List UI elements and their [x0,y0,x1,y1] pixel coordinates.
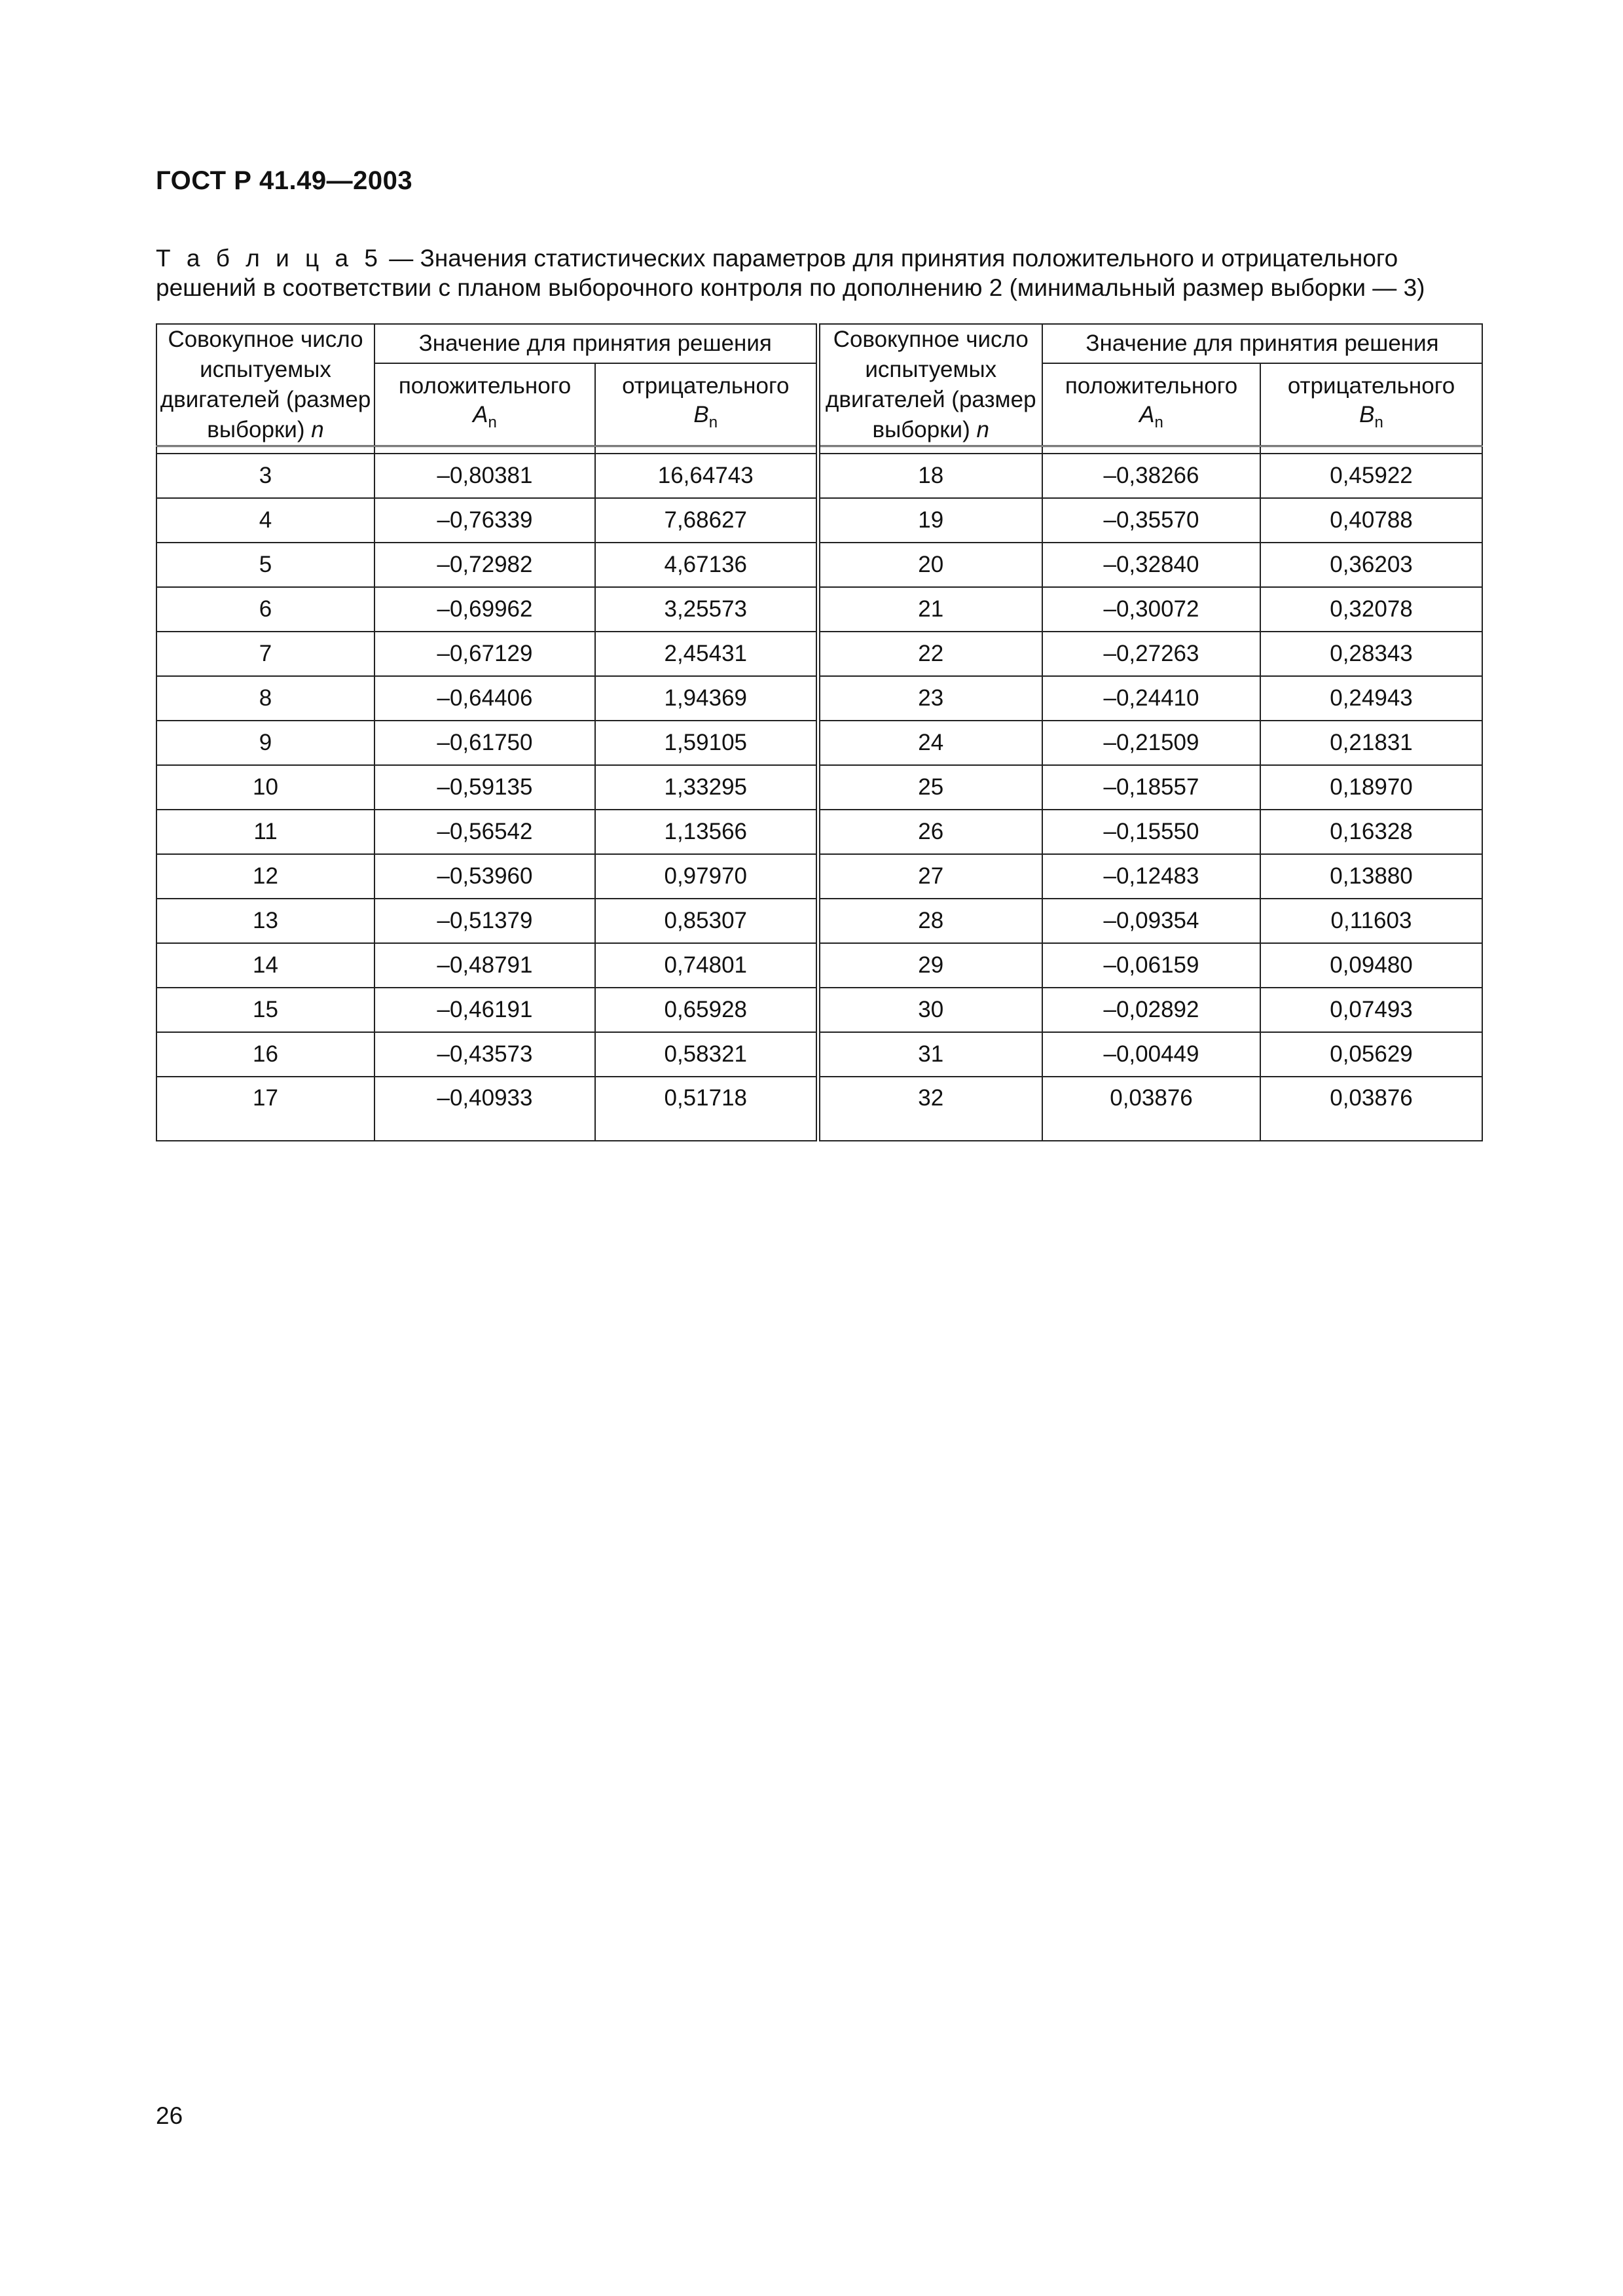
cell-sample-size: 5 [156,543,374,587]
cell-negative-value: 0,24943 [1260,676,1482,721]
cell-negative-value: 0,65928 [595,988,818,1032]
header-negative-right: отрицательного $B_n$ [1260,363,1482,446]
cell-negative-value: 0,45922 [1260,454,1482,498]
header-decision-group-left: Значение для принятия решения [374,324,818,363]
table-row [156,676,1482,721]
cell-sample-size: 26 [818,810,1042,854]
cell-negative-value: 0,07493 [1260,988,1482,1032]
cell-positive-value: –0,38266 [1042,454,1260,498]
cell-sample-size: 32 [818,1077,1042,1141]
cell-negative-value: 0,36203 [1260,543,1482,587]
cell-positive-value: –0,43573 [374,1032,595,1077]
header-negative-left: отрицательного $B_n$ [595,363,818,446]
cell-positive-value: –0,35570 [1042,498,1260,543]
cell-positive-value: –0,48791 [374,943,595,988]
cell-sample-size: 17 [156,1077,374,1141]
cell-positive-value: –0,53960 [374,854,595,899]
table-container [156,323,1482,1141]
table-row [156,943,1482,988]
cell-sample-size: 19 [818,498,1042,543]
cell-sample-size: 23 [818,676,1042,721]
cell-positive-value: –0,72982 [374,543,595,587]
table-row [156,899,1482,943]
statistics-table [156,323,1483,1141]
cell-negative-value: 1,13566 [595,810,818,854]
cell-negative-value: 0,51718 [595,1077,818,1141]
page-number: 26 [156,2102,183,2129]
header-decision-group-right: Значение для принятия решения [1042,324,1482,363]
cell-positive-value: –0,76339 [374,498,595,543]
table-row [156,498,1482,543]
cell-negative-value: 0,18970 [1260,765,1482,810]
cell-sample-size: 24 [818,721,1042,765]
cell-negative-value: 0,03876 [1260,1077,1482,1141]
cell-negative-value: 0,28343 [1260,632,1482,676]
cell-negative-value: 0,05629 [1260,1032,1482,1077]
cell-positive-value: –0,24410 [1042,676,1260,721]
cell-sample-size: 21 [818,587,1042,632]
cell-sample-size: 25 [818,765,1042,810]
cell-sample-size: 10 [156,765,374,810]
cell-sample-size: 9 [156,721,374,765]
table-caption-label: Т а б л и ц а 5 [156,245,382,272]
cell-positive-value: –0,09354 [1042,899,1260,943]
cell-sample-size: 8 [156,676,374,721]
cell-positive-value: –0,69962 [374,587,595,632]
cell-sample-size: 11 [156,810,374,854]
table-row [156,543,1482,587]
cell-sample-size: 15 [156,988,374,1032]
cell-positive-value: –0,59135 [374,765,595,810]
table-row [156,1077,1482,1141]
cell-positive-value: –0,02892 [1042,988,1260,1032]
cell-sample-size: 27 [818,854,1042,899]
cell-sample-size: 20 [818,543,1042,587]
table-row [156,587,1482,632]
cell-positive-value: –0,00449 [1042,1032,1260,1077]
cell-sample-size: 7 [156,632,374,676]
cell-negative-value: 0,97970 [595,854,818,899]
table-caption [156,243,1485,302]
cell-negative-value: 3,25573 [595,587,818,632]
cell-negative-value: 0,13880 [1260,854,1482,899]
cell-sample-size: 30 [818,988,1042,1032]
header-positive-right: положительного $A_n$ [1042,363,1260,446]
cell-positive-value: –0,67129 [374,632,595,676]
cell-sample-size: 3 [156,454,374,498]
table-row [156,854,1482,899]
cell-sample-size: 6 [156,587,374,632]
cell-positive-value: –0,46191 [374,988,595,1032]
cell-sample-size: 28 [818,899,1042,943]
table-caption-text: — Значения статистических параметров для принятия положительного и отрицательного решений в соответствии с планом выборочного контроля по дополнению 2 (минимальный размер выборки — 3) [156,245,1425,301]
cell-negative-value: 0,40788 [1260,498,1482,543]
cell-positive-value: –0,56542 [374,810,595,854]
table-row [156,1032,1482,1077]
cell-negative-value: 1,94369 [595,676,818,721]
cell-negative-value: 16,64743 [595,454,818,498]
table-row [156,988,1482,1032]
table-row [156,721,1482,765]
cell-negative-value: 4,67136 [595,543,818,587]
cell-positive-value: –0,80381 [374,454,595,498]
cell-positive-value: –0,61750 [374,721,595,765]
header-positive-left: положительного $A_n$ [374,363,595,446]
document-code: ГОСТ Р 41.49—2003 [156,166,413,195]
cell-negative-value: 0,74801 [595,943,818,988]
cell-sample-size: 14 [156,943,374,988]
cell-negative-value: 1,33295 [595,765,818,810]
header-sample-size-right: Совокупное число испытуемых двигателей (размер выборки) n [818,324,1042,446]
cell-negative-value: 1,59105 [595,721,818,765]
cell-sample-size: 22 [818,632,1042,676]
cell-negative-value: 0,09480 [1260,943,1482,988]
cell-positive-value: –0,32840 [1042,543,1260,587]
cell-negative-value: 0,21831 [1260,721,1482,765]
cell-sample-size: 18 [818,454,1042,498]
cell-positive-value: –0,27263 [1042,632,1260,676]
cell-positive-value: –0,18557 [1042,765,1260,810]
cell-negative-value: 0,85307 [595,899,818,943]
cell-sample-size: 13 [156,899,374,943]
cell-negative-value: 7,68627 [595,498,818,543]
cell-positive-value: –0,12483 [1042,854,1260,899]
cell-positive-value: 0,03876 [1042,1077,1260,1141]
cell-sample-size: 16 [156,1032,374,1077]
cell-sample-size: 12 [156,854,374,899]
cell-negative-value: 0,16328 [1260,810,1482,854]
cell-positive-value: –0,40933 [374,1077,595,1141]
table-row [156,810,1482,854]
cell-negative-value: 0,32078 [1260,587,1482,632]
cell-sample-size: 29 [818,943,1042,988]
cell-negative-value: 0,58321 [595,1032,818,1077]
table-row [156,765,1482,810]
cell-positive-value: –0,64406 [374,676,595,721]
cell-sample-size: 31 [818,1032,1042,1077]
cell-negative-value: 2,45431 [595,632,818,676]
table-row [156,632,1482,676]
cell-positive-value: –0,06159 [1042,943,1260,988]
cell-negative-value: 0,11603 [1260,899,1482,943]
header-separator [156,446,1482,454]
cell-positive-value: –0,21509 [1042,721,1260,765]
table-row [156,454,1482,498]
cell-positive-value: –0,15550 [1042,810,1260,854]
table-body [156,446,1482,1141]
header-sample-size-left: Совокупное число испытуемых двигателей (размер выборки) n [156,324,374,446]
cell-positive-value: –0,51379 [374,899,595,943]
cell-sample-size: 4 [156,498,374,543]
cell-positive-value: –0,30072 [1042,587,1260,632]
